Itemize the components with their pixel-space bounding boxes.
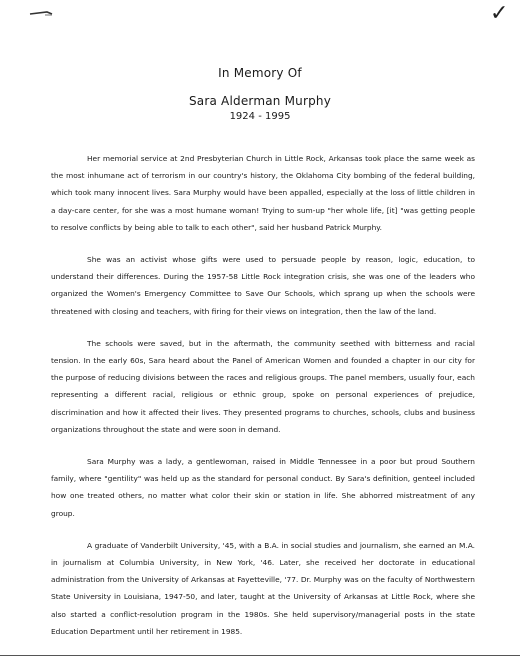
memorial-title: In Memory Of [218, 66, 302, 80]
paragraph-service: Her memorial service at 2nd Presbyterian Church in Little Rock, Arkansas took place the same week as the most inhumane act of terrorism in our country's history, the Oklahoma City bombing of the federal building, which took many innocent lives. Sara Murphy would have been appalled, especially at the loss of little children in a day-care center, for she was a most humane woman! Trying to sum-up "her whole life, [it] "was getting people to resolve conflicts by being able to talk to each other", said her husband Patrick Murphy. [51, 154, 475, 232]
bottom-divider [0, 655, 520, 656]
paragraph-panel: The schools were saved, but in the aftermath, the community seethed with bitterness and racial tension. In the early 60s, Sara heard about the Panel of American Women and founded a chapter in our city for the purpose of reducing divisions between the races and religious groups. The panel members, usually four, each representing a different racial, religious or ethnic group, spoke on personal experiences of prejudice, discrimination and how it affected their lives. They presented programs to churches, schools, clubs and business organizations throughout the state and were soon in demand. [51, 338, 475, 434]
paragraph-lady: Sara Murphy was a lady, a gentlewoman, raised in Middle Tennessee in a poor but proud Southern family, where "gentility" was held up as the standard for personal conduct. By Sara's definition, genteel included how one treated others, no matter what color their skin or station in life. She abhorred mistreatment of any group. [51, 457, 475, 518]
paragraph-activist: She was an activist whose gifts were used to persuade people by reason, logic, education, to understand their differences. During the 1957-58 Little Rock integration crisis, she was one of the leaders who organized the Women's Emergency Committee to Save Our Schools, which sprang up when the schools were threatened with closing and teachers, with firing for their views on integration, then the law of the land. [51, 255, 475, 316]
pen-stroke-icon [29, 9, 53, 17]
life-dates: 1924 - 1995 [229, 111, 291, 122]
memorial-body [51, 150, 475, 655]
person-name: Sara Alderman Murphy [188, 94, 332, 108]
paragraph-education: A graduate of Vanderbilt University, '45, with a B.A. in social studies and journalism, she earned an M.A. in journalism at Columbia University, in New York, '46. Later, she received her doctorate in educational administration from the University of Arkansas at Fayetteville, '77. Dr. Murphy was on the faculty of Northwestern State University in Louisiana, 1947-50, and later, taught at the University of Arkansas at Little Rock, where she also started a conflict-resolution program in the 1980s. She held supervisory/managerial posts in the state Education Department until her retirement in 1985. [51, 540, 475, 636]
checkmark-icon: ✓ [490, 1, 509, 26]
